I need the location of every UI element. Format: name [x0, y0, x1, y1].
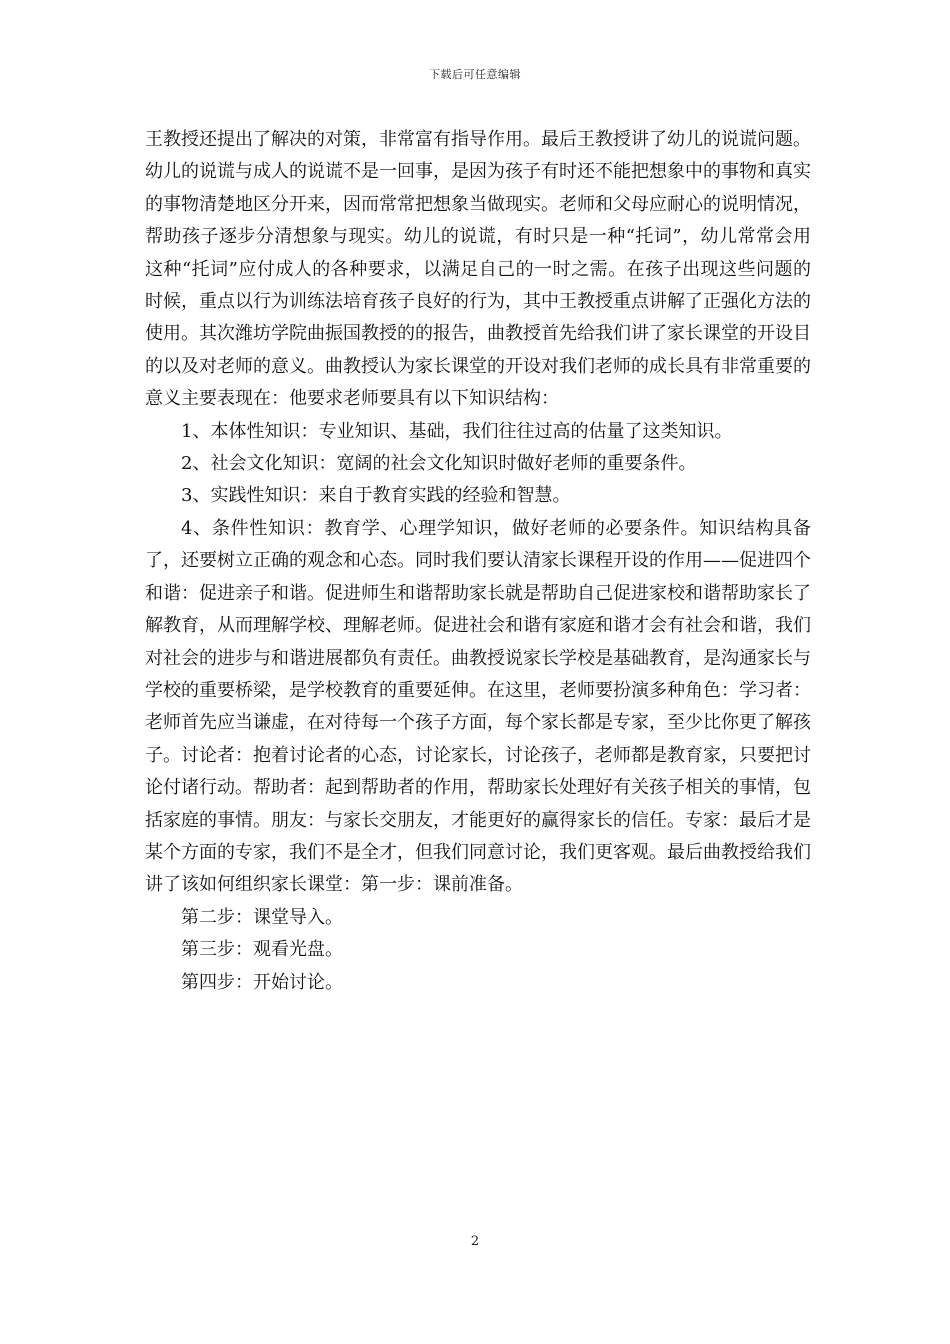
- page-number: 2: [470, 1234, 480, 1249]
- step-2: 第二步：课堂导入。: [181, 906, 343, 928]
- list-item-1: 1、本体性知识：专业知识、基础，我们往往过高的估量了这类知识。: [181, 420, 733, 442]
- step-3: 第三步：观看光盘。: [181, 939, 343, 961]
- list-item-2: 2、社会文化知识：宽阔的社会文化知识时做好老师的重要条件。: [181, 453, 697, 475]
- list-item-4: 4、条件性知识：教育学、心理学知识，做好老师的必要条件。知识结构具备了，还要树立正确的观念和心态。同时我们要认清家长课程开设的作用——促进四个和谐：促进亲子和谐。促进师生和谐帮助家长就是帮助自己促进家校和谐帮助家长了解教育，从而理解学校、理解老师。促进社会和谐有家庭和谐才会有社会和谐，我们对社会的进步与和谐进展都负有责任。曲教授说家长学校是基础教育，是沟通家长与学校的重要桥梁，是学校教育的重要延伸。在这里，老师要扮演多种角色：学习者：老师首先应当谦虚，在对待每一个孩子方面，每个家长都是专家，至少比你更了解孩子。讨论者：抱着讨论者的心态，讨论家长，讨论孩子，老师都是教育家，只要把讨论付诸行动。帮助者：起到帮助者的作用，帮助家长处理好有关孩子相关的事情，包括家庭的事情。朋友：与家长交朋友，才能更好的赢得家长的信任。专家：最后才是某个方面的专家，我们不是全才，但我们同意讨论，我们更客观。最后曲教授给我们讲了该如何组织家长课堂：第一步：课前准备。: [145, 517, 811, 896]
- paragraph-continued: 王教授还提出了解决的对策，非常富有指导作用。最后王教授讲了幼儿的说谎问题。幼儿的说谎与成人的说谎不是一回事，是因为孩子有时还不能把想象中的事物和真实的事物清楚地区分开来，因而常常把想象当做现实。老师和父母应耐心的说明情况，帮助孩子逐步分清想象与现实。幼儿的说谎，有时只是一种“托词”，幼儿常常会用这种“托词”应付成人的各种要求，以满足自己的一时之需。在孩子出现这些问题的时候，重点以行为训练法培育孩子良好的行为，其中王教授重点讲解了正强化方法的使用。其次潍坊学院曲振国教授的的报告，曲教授首先给我们讲了家长课堂的开设目的以及对老师的意义。曲教授认为家长课堂的开设对我们老师的成长具有非常重要的意义主要表现在：他要求老师要具有以下知识结构：: [145, 129, 811, 410]
- step-4: 第四步：开始讨论。: [181, 971, 343, 993]
- document-body: [145, 124, 811, 999]
- list-item-3: 3、实践性知识：来自于教育实践的经验和智慧。: [181, 485, 571, 507]
- page-header: 下载后可任意编辑: [429, 68, 521, 81]
